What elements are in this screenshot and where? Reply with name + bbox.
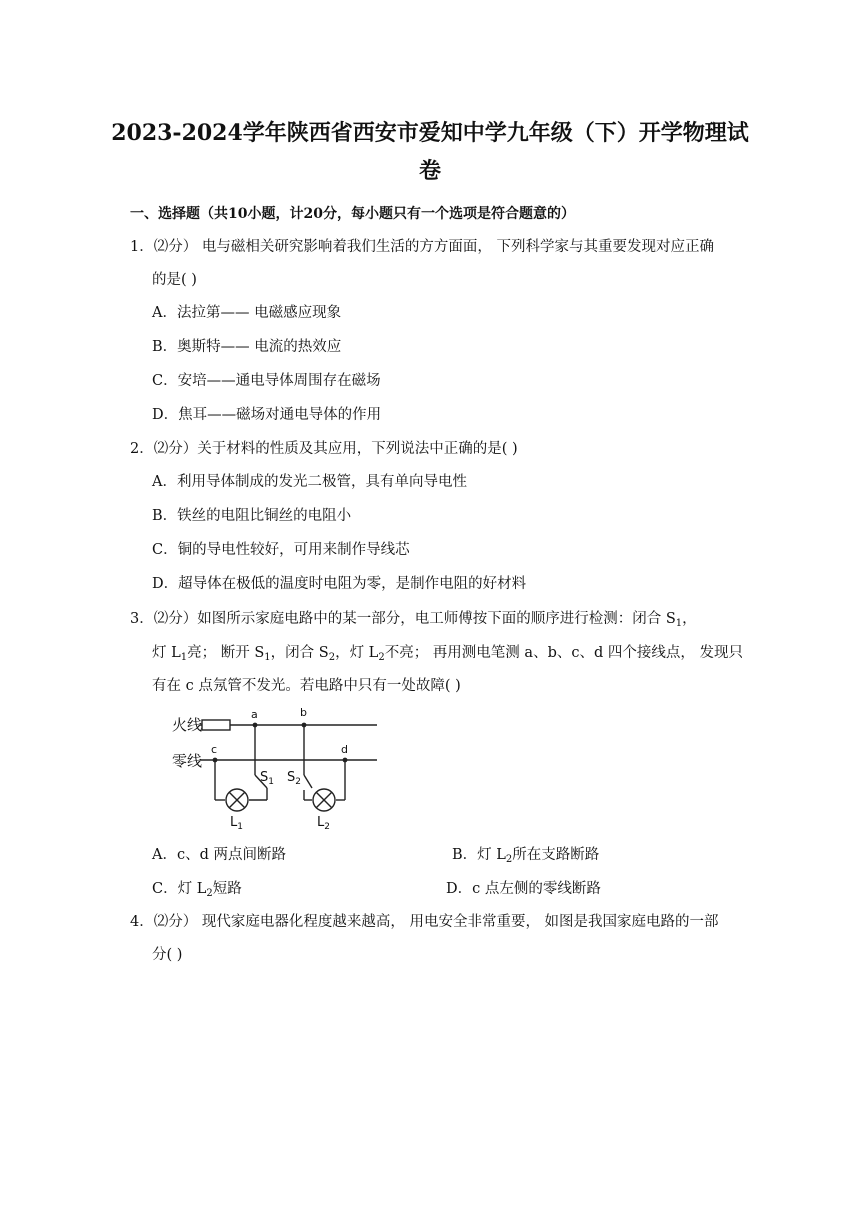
label-d: d <box>341 743 348 756</box>
label-s2: $S_2$ <box>287 770 301 787</box>
q3-stem-line-1: 3．⑵分）如图所示家庭电路中的某一部分，电工师傅按下面的顺序进行检测：闭合 $S_1$， <box>130 611 697 629</box>
q1-option-d: D．焦耳——磁场对通电导体的作用 <box>152 407 382 423</box>
label-c: c <box>211 743 218 756</box>
q2-option-a: A．利用导体制成的发光二极管，具有单向导电性 <box>152 474 467 490</box>
q4-stem-line-1: 4．⑵分） 现代家庭电器化程度越来越高， 用电安全非常重要， 如图是我国家庭电路的一部 <box>130 914 719 930</box>
q1-option-b: B．奥斯特—— 电流的热效应 <box>152 339 342 355</box>
q1-stem-line-2: 的是( ) <box>152 272 197 288</box>
neutral-wire-label: 零线 <box>172 752 203 770</box>
q1-stem-line-1: 1．⑵分） 电与磁相关研究影响着我们生活的方方面面， 下列科学家与其重要发现对应正确 <box>130 239 714 255</box>
q3-option-c: C．灯 $L_2$短路 <box>152 881 242 899</box>
title-line-1: 2023-2024学年陕西省西安市爱知中学九年级（下）开学物理试 <box>111 120 749 146</box>
q2-option-c: C．铜的导电性较好，可用来制作导线芯 <box>152 542 410 558</box>
label-a: a <box>251 708 258 721</box>
q3-option-a: A．c、d 两点间断路 <box>152 847 286 863</box>
label-s1: $S_1$ <box>260 770 274 787</box>
q1-option-a: A．法拉第—— 电磁感应现象 <box>152 305 342 321</box>
q2-option-d: D．超导体在极低的温度时电阻为零，是制作电阻的好材料 <box>152 576 527 592</box>
q2-option-b: B．铁丝的电阻比铜丝的电阻小 <box>152 508 352 524</box>
label-l1: $L_1$ <box>230 815 243 830</box>
q1-option-c: C．安培——通电导体周围存在磁场 <box>152 373 381 389</box>
q4-stem-line-2: 分( ) <box>152 947 183 963</box>
node-c <box>213 758 218 763</box>
node-b <box>302 723 307 728</box>
q3-stem-line-3: 有在 c 点氖管不发光。若电路中只有一处故障( ) <box>152 678 461 694</box>
label-l2: $L_2$ <box>317 815 330 830</box>
node-a <box>253 723 258 728</box>
title-line-2: 卷 <box>418 158 441 184</box>
live-wire-label: 火线 <box>172 716 203 734</box>
q2-stem: 2．⑵分）关于材料的性质及其应用，下列说法中正确的是( ) <box>130 441 518 457</box>
circuit-diagram <box>172 700 382 830</box>
section-heading: 一、选择题（共10小题，计20分，每小题只有一个选项是符合题意的） <box>130 206 575 222</box>
q3-option-b: B．灯 $L_2$所在支路断路 <box>452 847 600 865</box>
q3-option-d: D．c 点左侧的零线断路 <box>446 881 601 897</box>
q3-stem-line-2: 灯 $L_1$亮； 断开 $S_1$，闭合 $S_2$，灯 $L_2$不亮； 再用测电笔测 a、b、c、d 四个接线点， 发现只 <box>152 645 743 663</box>
node-d <box>343 758 348 763</box>
exam-title <box>100 114 760 190</box>
label-b: b <box>300 706 307 719</box>
